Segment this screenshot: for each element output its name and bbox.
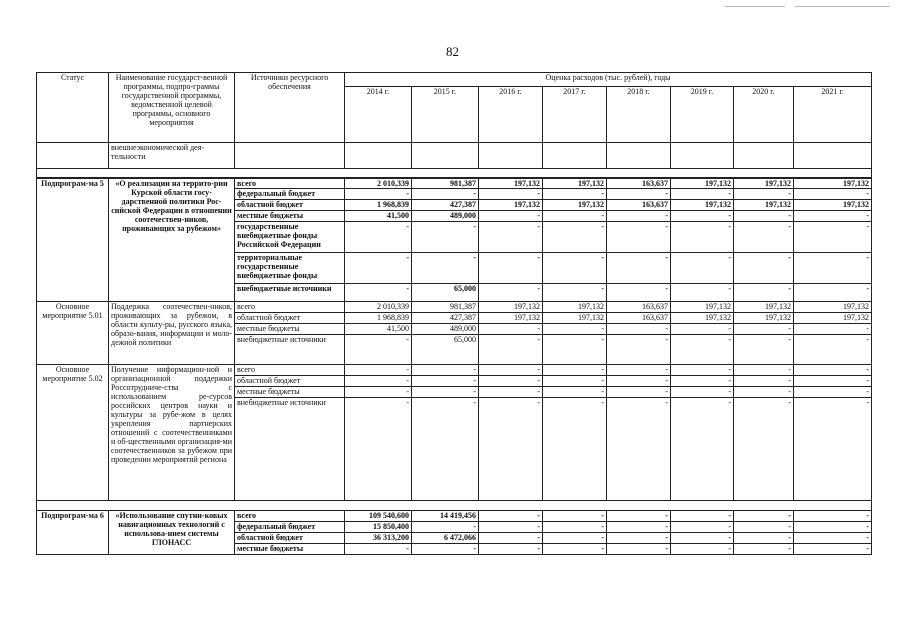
amount-cell: 6 472,066 [412, 533, 479, 544]
funding-source: федеральный бюджет [235, 189, 345, 200]
amount-cell: 981,387 [412, 178, 479, 189]
amount-cell: - [543, 398, 607, 501]
amount-cell: - [345, 387, 412, 398]
amount-cell: - [543, 284, 607, 302]
funding-source: всего [235, 511, 345, 522]
funding-source: внебюджетные источники [235, 398, 345, 501]
amount-cell: - [479, 511, 543, 522]
amount-cell: - [345, 335, 412, 365]
amount-cell: 197,132 [794, 200, 872, 211]
amount-cell: - [734, 533, 794, 544]
amount-cell: 981,387 [412, 302, 479, 313]
amount-cell: 2 010,339 [345, 178, 412, 189]
amount-cell: 197,132 [734, 313, 794, 324]
amount-cell: - [607, 522, 671, 533]
amount-cell: 1 968,839 [345, 313, 412, 324]
amount-cell: 109 540,600 [345, 511, 412, 522]
amount-cell: 197,132 [794, 302, 872, 313]
amount-cell: - [543, 222, 607, 253]
amount-cell: - [479, 376, 543, 387]
table-row [37, 302, 872, 313]
amount-cell: - [479, 324, 543, 335]
amount-cell: - [671, 189, 734, 200]
amount-cell: - [794, 387, 872, 398]
page-number: 82 [446, 44, 459, 59]
amount-cell: - [671, 211, 734, 222]
amount-cell: - [671, 511, 734, 522]
table-row [37, 178, 872, 189]
header-row [37, 73, 872, 87]
amount-cell: - [671, 522, 734, 533]
amount-cell: - [794, 335, 872, 365]
amount-cell: - [671, 544, 734, 555]
section-name: Получение информацион-ной и организационной поддержки Россотрудниче-ства с использованием ре-сурсов российских центров науки и культуры за рубе-жом в целях укрепления партнерских отношений с соотечественниками и об-щественными организация-ми соотечественников за рубежом при проведении мероприятий региона [109, 365, 235, 501]
amount-cell: - [794, 324, 872, 335]
amount-cell: - [543, 365, 607, 376]
amount-cell: - [479, 189, 543, 200]
amount-cell: - [345, 189, 412, 200]
amount-cell: 427,387 [412, 313, 479, 324]
section-name: Поддержка соотечествен-ников, проживающих за рубежом, в области культу-ры, русского языка, образо-вания, информации и моло-дежной политики [109, 302, 235, 365]
amount-cell: 489,000 [412, 211, 479, 222]
funding-source: территориальные государственные внебюджетные фонды [235, 253, 345, 284]
amount-cell: - [794, 398, 872, 501]
continuation-text: внешнеэкономической дея-тельности [109, 143, 235, 169]
amount-cell: - [479, 544, 543, 555]
amount-cell: - [412, 365, 479, 376]
funding-source: всего [235, 302, 345, 313]
section-name: «О реализации на террито-рии Курской области госу-дарственной политики Рос-сийской Федерации в отношении соотечествен-ников, проживающих за рубежом» [109, 178, 235, 302]
year-2016: 2016 г. [479, 87, 543, 143]
amount-cell: - [412, 253, 479, 284]
scan-artifact [795, 6, 890, 7]
amount-cell: - [479, 222, 543, 253]
amount-cell: - [671, 324, 734, 335]
amount-cell: - [543, 522, 607, 533]
amount-cell: 41,500 [345, 324, 412, 335]
amount-cell: 197,132 [734, 178, 794, 189]
amount-cell: 197,132 [543, 313, 607, 324]
funding-source: всего [235, 178, 345, 189]
amount-cell: - [345, 544, 412, 555]
amount-cell: - [543, 376, 607, 387]
funding-source: государственные внебюджетные фонды Российской Федерации [235, 222, 345, 253]
amount-cell: 197,132 [543, 178, 607, 189]
amount-cell: - [345, 365, 412, 376]
amount-cell: - [794, 211, 872, 222]
amount-cell: 197,132 [543, 302, 607, 313]
amount-cell: 197,132 [794, 313, 872, 324]
amount-cell: - [794, 253, 872, 284]
amount-cell: 163,637 [607, 302, 671, 313]
spacer-row [37, 501, 872, 511]
amount-cell: - [734, 222, 794, 253]
amount-cell: - [412, 376, 479, 387]
funding-source: местные бюджеты [235, 324, 345, 335]
amount-cell: 197,132 [671, 302, 734, 313]
amount-cell: - [734, 189, 794, 200]
amount-cell: - [607, 284, 671, 302]
amount-cell: - [794, 222, 872, 253]
amount-cell: 2 010,339 [345, 302, 412, 313]
section-status: Подпрограм-ма 6 [37, 511, 109, 555]
amount-cell: - [543, 335, 607, 365]
section-status: Основное мероприятие 5.02 [37, 365, 109, 501]
amount-cell: - [412, 189, 479, 200]
amount-cell: 41,500 [345, 211, 412, 222]
funding-source: федеральный бюджет [235, 522, 345, 533]
amount-cell: - [671, 376, 734, 387]
amount-cell: - [543, 387, 607, 398]
funding-source: местные бюджеты [235, 211, 345, 222]
amount-cell: - [479, 253, 543, 284]
amount-cell: - [543, 189, 607, 200]
amount-cell: - [412, 544, 479, 555]
funding-source: областной бюджет [235, 200, 345, 211]
budget-table [36, 72, 872, 555]
amount-cell: - [734, 211, 794, 222]
amount-cell: - [607, 222, 671, 253]
amount-cell: - [345, 253, 412, 284]
amount-cell: - [479, 365, 543, 376]
section-status: Подпрограм-ма 5 [37, 178, 109, 302]
amount-cell: - [794, 544, 872, 555]
amount-cell: - [345, 398, 412, 501]
amount-cell: - [607, 533, 671, 544]
amount-cell: - [734, 365, 794, 376]
section-name: «Использование спутни-ковых навигационных технологий с использова-нием системы ГЛОНАСС [109, 511, 235, 555]
amount-cell: 197,132 [671, 313, 734, 324]
amount-cell: - [794, 533, 872, 544]
header-name: Наименование государст-венной программы, подпро-граммы государственной программы, ведомственной целевой программы, основного мероприятия [109, 73, 235, 143]
amount-cell: - [607, 335, 671, 365]
amount-cell: - [345, 376, 412, 387]
amount-cell: 65,000 [412, 335, 479, 365]
scan-artifact [725, 6, 785, 7]
year-2019: 2019 г. [671, 87, 734, 143]
funding-source: внебюджетные источники [235, 284, 345, 302]
amount-cell: - [607, 324, 671, 335]
amount-cell: - [412, 522, 479, 533]
amount-cell: 197,132 [543, 200, 607, 211]
year-2015: 2015 г. [412, 87, 479, 143]
amount-cell: - [607, 365, 671, 376]
funding-source: областной бюджет [235, 533, 345, 544]
amount-cell: - [607, 211, 671, 222]
amount-cell: 197,132 [479, 178, 543, 189]
amount-cell: - [479, 335, 543, 365]
amount-cell: - [734, 284, 794, 302]
year-2021: 2021 г. [794, 87, 872, 143]
amount-cell: - [479, 387, 543, 398]
amount-cell: - [543, 511, 607, 522]
continuation-row [37, 143, 872, 169]
amount-cell: - [794, 376, 872, 387]
amount-cell: - [543, 324, 607, 335]
amount-cell: 197,132 [479, 200, 543, 211]
amount-cell: - [734, 376, 794, 387]
amount-cell: - [671, 533, 734, 544]
amount-cell: - [345, 284, 412, 302]
amount-cell: 197,132 [734, 200, 794, 211]
amount-cell: - [543, 544, 607, 555]
amount-cell: - [671, 222, 734, 253]
amount-cell: - [607, 253, 671, 284]
amount-cell: 197,132 [479, 302, 543, 313]
amount-cell: 14 419,456 [412, 511, 479, 522]
amount-cell: - [671, 387, 734, 398]
amount-cell: - [671, 335, 734, 365]
amount-cell: - [543, 211, 607, 222]
amount-cell: 163,637 [607, 178, 671, 189]
funding-source: всего [235, 365, 345, 376]
amount-cell: - [734, 253, 794, 284]
amount-cell: 197,132 [671, 200, 734, 211]
amount-cell: - [607, 189, 671, 200]
amount-cell: 163,637 [607, 200, 671, 211]
amount-cell: - [794, 189, 872, 200]
amount-cell: - [607, 511, 671, 522]
amount-cell: - [671, 365, 734, 376]
amount-cell: - [734, 522, 794, 533]
funding-source: местные бюджеты [235, 544, 345, 555]
amount-cell: 197,132 [671, 178, 734, 189]
amount-cell: 163,637 [607, 313, 671, 324]
amount-cell: 197,132 [479, 313, 543, 324]
amount-cell: - [734, 544, 794, 555]
table-row [37, 365, 872, 376]
amount-cell: - [794, 511, 872, 522]
header-estimate: Оценка расходов (тыс. рублей), годы [345, 73, 872, 87]
header-sources: Источники ресурсного обеспечения [235, 73, 345, 143]
funding-source: областной бюджет [235, 313, 345, 324]
amount-cell: - [734, 387, 794, 398]
amount-cell: - [607, 376, 671, 387]
amount-cell: - [345, 222, 412, 253]
amount-cell: - [734, 324, 794, 335]
amount-cell: - [671, 253, 734, 284]
amount-cell: - [543, 533, 607, 544]
amount-cell: 489,000 [412, 324, 479, 335]
amount-cell: 427,387 [412, 200, 479, 211]
funding-source: областной бюджет [235, 376, 345, 387]
amount-cell: 197,132 [734, 302, 794, 313]
amount-cell: - [479, 533, 543, 544]
amount-cell: - [794, 365, 872, 376]
amount-cell: - [412, 398, 479, 501]
header-status: Статус [37, 73, 109, 143]
funding-source: внебюджетные источники [235, 335, 345, 365]
table-row [37, 511, 872, 522]
amount-cell: 1 968,839 [345, 200, 412, 211]
amount-cell: - [479, 284, 543, 302]
amount-cell: - [607, 398, 671, 501]
amount-cell: - [671, 398, 734, 501]
amount-cell: 197,132 [794, 178, 872, 189]
year-2020: 2020 г. [734, 87, 794, 143]
amount-cell: - [734, 398, 794, 501]
year-2014: 2014 г. [345, 87, 412, 143]
amount-cell: - [479, 398, 543, 501]
amount-cell: - [412, 387, 479, 398]
amount-cell: 15 850,400 [345, 522, 412, 533]
amount-cell: 65,000 [412, 284, 479, 302]
amount-cell: - [607, 387, 671, 398]
spacer-row [37, 169, 872, 178]
amount-cell: - [543, 253, 607, 284]
amount-cell: - [734, 511, 794, 522]
amount-cell: - [794, 284, 872, 302]
section-status: Основное мероприятие 5.01 [37, 302, 109, 365]
funding-source: местные бюджеты [235, 387, 345, 398]
amount-cell: - [671, 284, 734, 302]
amount-cell: - [479, 211, 543, 222]
amount-cell: - [734, 335, 794, 365]
amount-cell: - [607, 544, 671, 555]
year-2017: 2017 г. [543, 87, 607, 143]
amount-cell: - [794, 522, 872, 533]
amount-cell: - [479, 522, 543, 533]
year-2018: 2018 г. [607, 87, 671, 143]
amount-cell: - [412, 222, 479, 253]
amount-cell: 36 313,200 [345, 533, 412, 544]
